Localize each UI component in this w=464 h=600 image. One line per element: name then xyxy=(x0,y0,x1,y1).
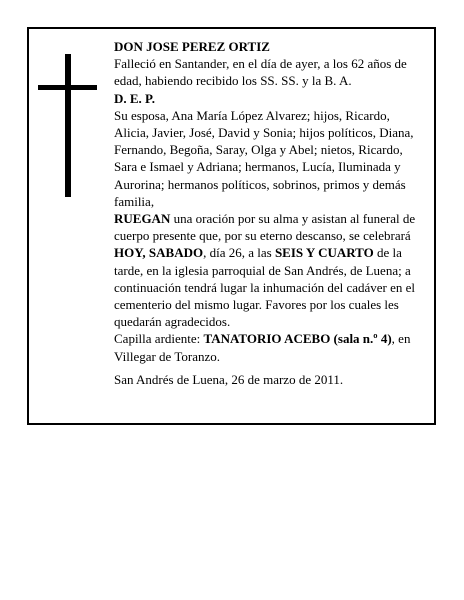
ruegan-word: RUEGAN xyxy=(114,211,171,227)
chapel-line xyxy=(114,330,424,364)
obituary-text xyxy=(114,38,424,388)
dep-line: D. E. P. xyxy=(114,90,156,106)
cross-icon-horizontal-bar xyxy=(38,85,97,90)
deceased-name: DON JOSE PEREZ ORTIZ xyxy=(114,39,270,54)
funeral-day: HOY, SABADO xyxy=(114,245,204,261)
cross-icon-vertical-bar xyxy=(65,54,71,197)
notice-date: San Andrés de Luena, 26 de marzo de 2011. xyxy=(114,371,344,387)
funeral-text-3: de la tarde, en la iglesia parroquial de San Andrés, de Luena; a continuación tendrá lugar la inhumación del cadáver en el cementerio del mismo lugar. Favores por los cuales les quedarán agradecidos. xyxy=(114,245,416,330)
chapel-label: Capilla ardiente: xyxy=(114,331,204,347)
chapel-location: , en Villegar de Toranzo. xyxy=(114,331,411,364)
funeral-text-1: una oración por su alma y asistan al funeral de cuerpo presente que, por su eterno descanso, se celebrará xyxy=(114,211,416,244)
family-list: Su esposa, Ana María López Alvarez; hijos, Ricardo, Alicia, Javier, José, David y Sonia; hijos políticos, Diana, Fernando, Begoña, Saray, Olga y Abel; nietos, Ricardo, Sara e Ismael y Adriana; hermanos, Lucía, Iluminada y Aurorina; hermanos políticos, sobrinos, primos y demás familia, xyxy=(114,107,414,209)
chapel-place: TANATORIO ACEBO (sala n.º 4) xyxy=(203,331,392,347)
funeral-text-2: , día 26, a las xyxy=(203,245,275,261)
funeral-request xyxy=(114,210,424,330)
death-announcement: Falleció en Santander, en el día de ayer, a los 62 años de edad, habiendo recibido los SS. SS. y la B. A. xyxy=(114,56,407,89)
funeral-time: SEIS Y CUARTO xyxy=(274,245,374,261)
